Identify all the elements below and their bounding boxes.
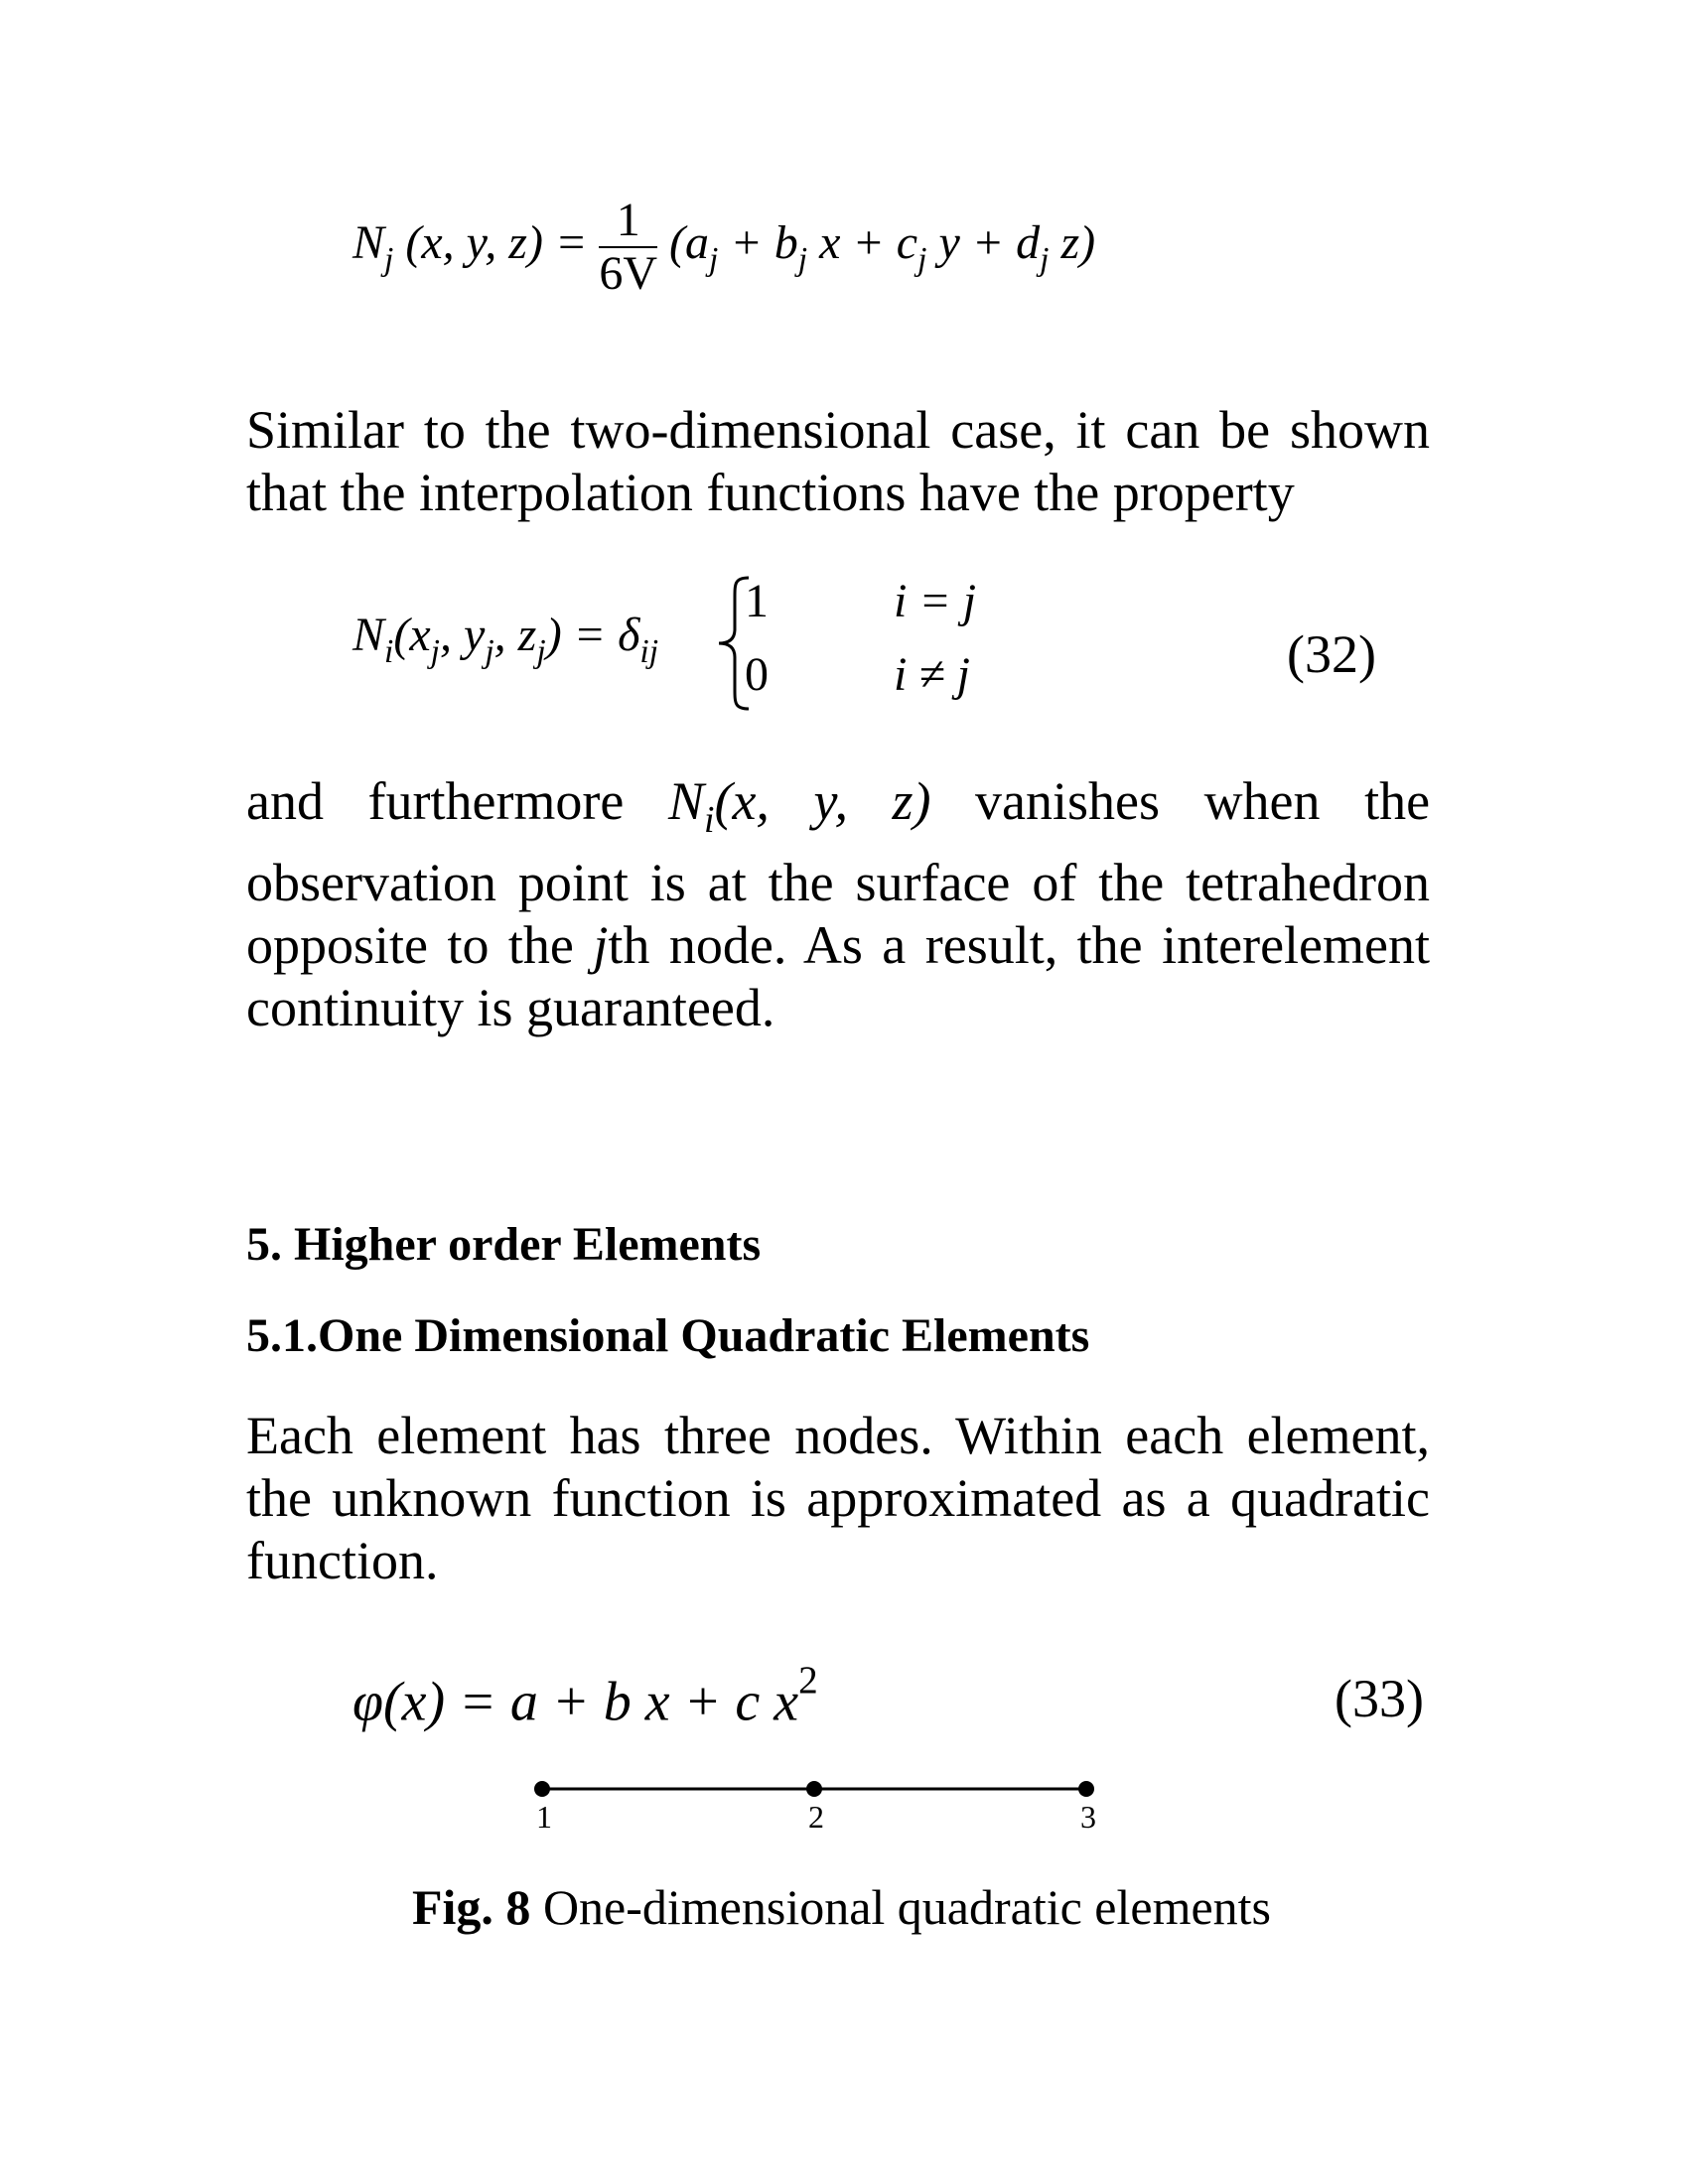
equation-nj-lhs: N (352, 216, 385, 270)
equation-33 (352, 1658, 818, 1733)
paragraph-line (246, 770, 1430, 852)
paragraph-line (246, 914, 1430, 977)
paragraph-line: function. (246, 1531, 439, 1590)
equation-33-body: φ(x) = a + b x + c x (352, 1671, 799, 1733)
equation-nj-frac-num: 1 (599, 195, 657, 248)
equation-nj-frac-den: 6V (599, 247, 658, 300)
equation-33-sup: 2 (798, 1659, 818, 1702)
equation-nj-t5: z) (1049, 216, 1096, 270)
node-label-2: 2 (808, 1799, 824, 1835)
equation-nj-t2: + b (718, 216, 798, 270)
equation-32-delta: ) = δ (545, 609, 640, 661)
equation-32-case2-value: 0 (745, 648, 769, 701)
word: furthermore (367, 771, 625, 831)
paragraph-line: that the interpolation functions have the property (246, 463, 1295, 522)
equation-nj-rhs: (a (669, 216, 710, 270)
equation-nj-fraction (599, 195, 657, 300)
node-label-1: 1 (536, 1799, 552, 1835)
text-span: opposite to the (246, 915, 594, 976)
inline-ni-sub: i (703, 799, 715, 842)
paragraph-line: the unknown function is approximated as a quadratic (246, 1468, 1430, 1528)
inline-ni (667, 771, 931, 842)
equation-32-zj-sub: j (536, 632, 546, 670)
equation-nj-t4-sub: j (1040, 240, 1050, 278)
equation-32-xj-sub: j (430, 632, 440, 670)
paragraph-line: Each element has three nodes. Within each element, (246, 1406, 1430, 1465)
paragraph-line: observation point is at the surface of the tetrahedron (246, 853, 1430, 913)
word: the (1364, 771, 1431, 831)
paragraph-three-nodes (246, 1405, 1430, 1592)
figure-8-caption (412, 1878, 1271, 1936)
equation-nj-t4: y + d (926, 216, 1041, 270)
paragraph-line: continuity is guaranteed. (246, 978, 775, 1038)
text-span: th node. As a result, the interelement (608, 915, 1430, 976)
equation-32-lhs-sub: i (384, 632, 394, 670)
word: vanishes (975, 771, 1161, 831)
equation-nj-t2-sub: j (797, 240, 808, 278)
figure-8-caption-label: Fig. 8 (412, 1879, 531, 1935)
equation-nj-t3-sub: j (917, 240, 927, 278)
equation-32 (352, 606, 658, 682)
word: when (1203, 771, 1321, 831)
equation-33-number: (33) (1335, 1669, 1424, 1728)
figure-8-caption-text: One-dimensional quadratic elements (530, 1879, 1272, 1935)
italic-j: j (593, 915, 609, 976)
word: and (246, 771, 324, 831)
equation-32-lhs: N (352, 609, 385, 661)
node-label-3: 3 (1080, 1799, 1096, 1835)
paragraph-vanishing (246, 770, 1430, 1039)
equation-32-case2-condition: i ≠ j (894, 648, 971, 701)
inline-ni-args: (x, y, z) (714, 771, 931, 831)
equation-nj (352, 195, 1095, 300)
paragraph-line: Similar to the two-dimensional case, it can be shown (246, 400, 1430, 460)
equation-32-delta-sub: ij (639, 632, 659, 670)
equation-32-case1-value: 1 (745, 575, 769, 627)
node-2 (806, 1781, 822, 1797)
equation-32-args: (x (393, 609, 431, 661)
section-heading-5-1: 5.1.One Dimensional Quadratic Elements (246, 1309, 1090, 1362)
equation-32-yj-sub: j (485, 632, 494, 670)
equation-32-z: , z (493, 609, 537, 661)
section-heading-5: 5. Higher order Elements (246, 1218, 762, 1271)
node-1 (534, 1781, 550, 1797)
inline-ni-symbol: N (667, 771, 704, 831)
equation-32-number: (32) (1287, 624, 1376, 684)
paragraph-interpolation-property (246, 399, 1430, 524)
equation-nj-lhs-sub: j (384, 240, 394, 278)
equation-nj-args: (x, y, z) = (405, 216, 588, 270)
equation-32-case1-condition: i = j (894, 575, 977, 627)
equation-nj-t3: x + c (807, 216, 918, 270)
node-3 (1078, 1781, 1094, 1797)
equation-32-y: , y (440, 609, 486, 661)
equation-nj-t1-sub: j (709, 240, 719, 278)
